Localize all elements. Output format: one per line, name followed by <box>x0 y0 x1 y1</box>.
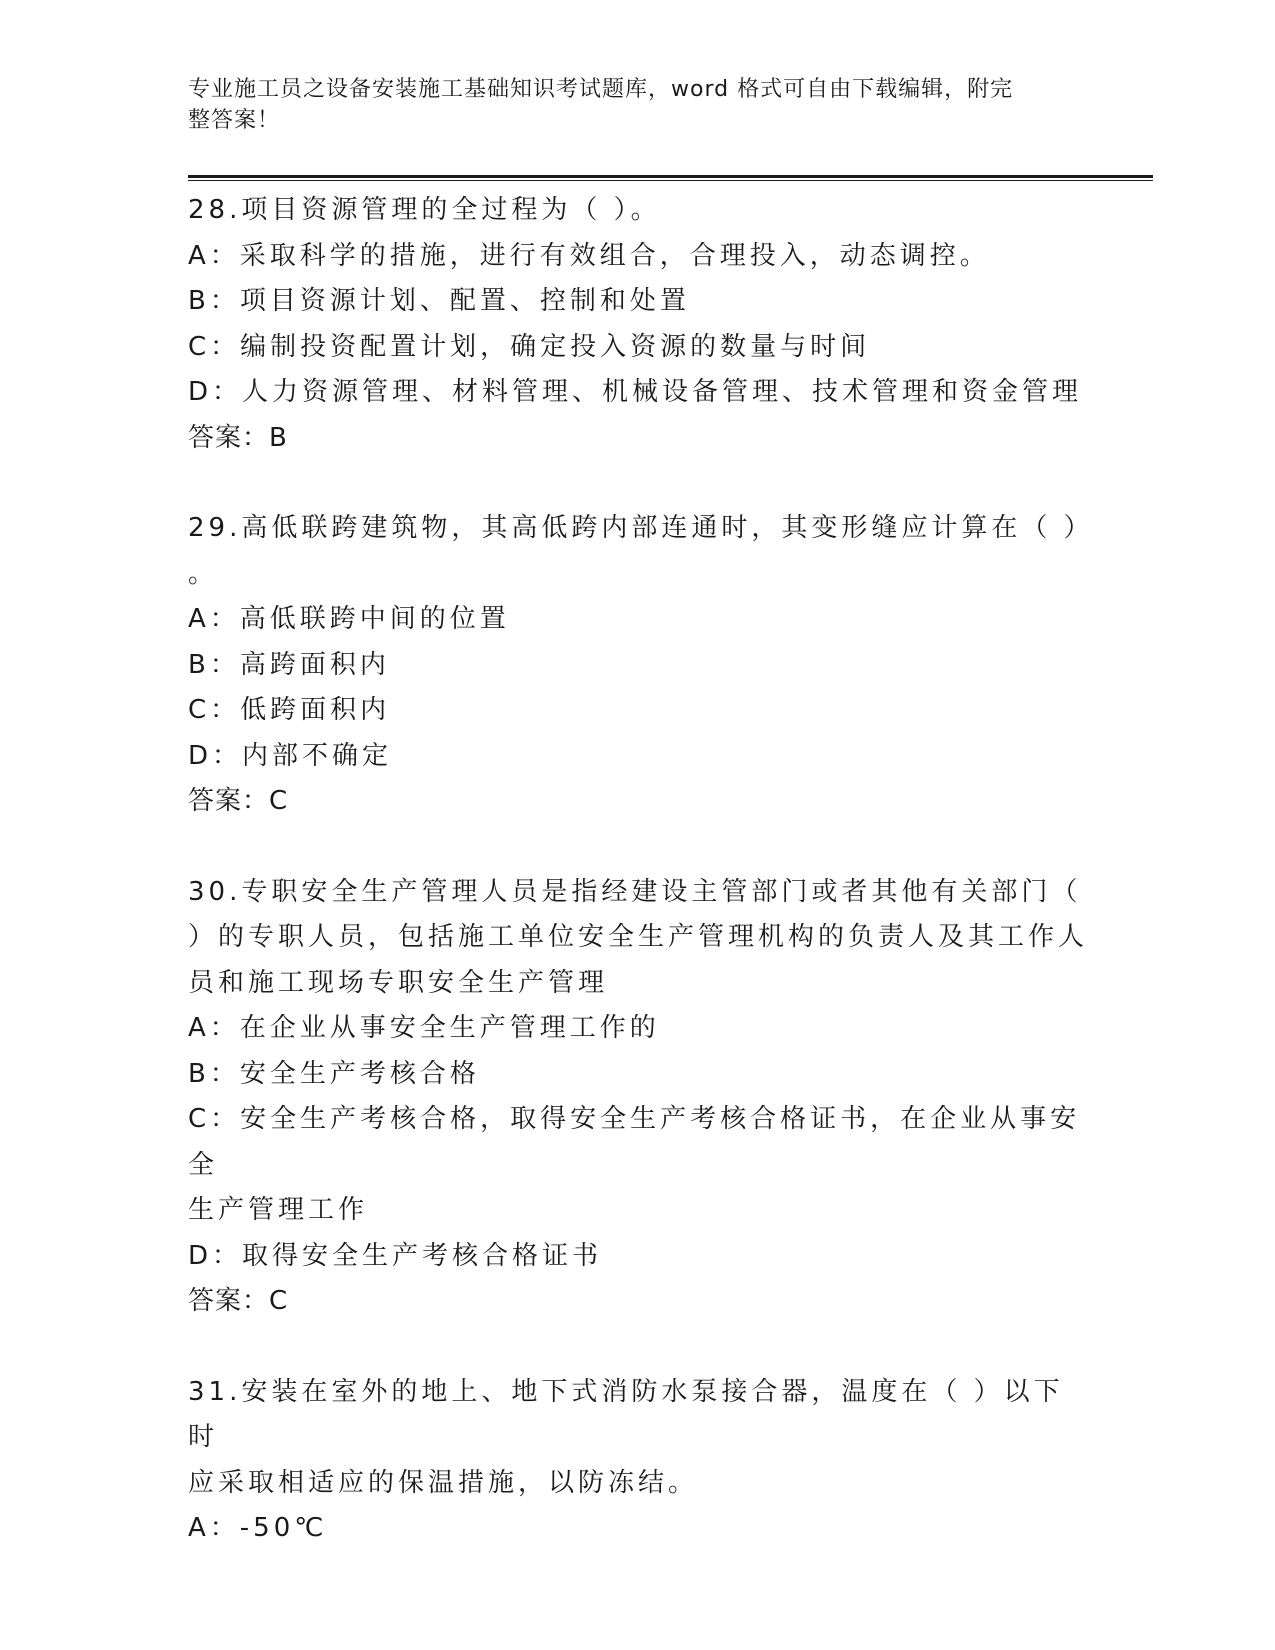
question-stem-continued: 应采取相适应的保温措施，以防冻结。 <box>188 1467 699 1498</box>
option-a: A：采取科学的措施，进行有效组合，合理投入，动态调控。 <box>188 240 990 271</box>
option-c: C：低跨面积内 <box>188 695 391 725</box>
option-d: D：取得安全生产考核合格证书 <box>188 1240 603 1271</box>
header-divider-thick <box>188 175 1153 178</box>
spacer <box>188 825 1088 870</box>
answer: 答案：C <box>188 786 289 816</box>
option-c: C：安全生产考核合格，取得安全生产考核合格证书，在企业从事安全 <box>188 1104 1081 1180</box>
question-31 <box>188 1370 1088 1552</box>
document-header <box>188 74 1068 136</box>
option-d: D：人力资源管理、材料管理、机械设备管理、技术管理和资金管理 <box>188 377 1083 407</box>
option-d: D：内部不确定 <box>188 740 393 771</box>
question-stem: 28.项目资源管理的全过程为（ ）。 <box>188 195 661 225</box>
option-b: B：安全生产考核合格 <box>188 1058 480 1089</box>
question-30 <box>188 870 1088 1325</box>
option-b: B：高跨面积内 <box>188 649 390 680</box>
header-divider-thin <box>188 180 1153 181</box>
option-c: C：编制投资配置计划，确定投入资源的数量与时间 <box>188 331 871 362</box>
question-list <box>188 188 1094 1552</box>
answer: 答案：C <box>188 1286 289 1316</box>
spacer <box>188 461 1088 506</box>
header-title-line-1: 专业施工员之设备安装施工基础知识考试题库，word 格式可自由下载编辑，附完 <box>188 77 1014 102</box>
question-stem: 30.专职安全生产管理人员是指经建设主管部门或者其他有关部门（ <box>188 876 1082 907</box>
question-28 <box>188 188 1088 461</box>
question-stem: 29.高低联跨建筑物，其高低跨内部连通时，其变形缝应计算在（ ） <box>188 513 1094 543</box>
question-29 <box>188 506 1094 825</box>
option-a: A：高低联跨中间的位置 <box>188 604 510 634</box>
option-b: B：项目资源计划、配置、控制和处置 <box>188 286 690 316</box>
question-stem-continued: 员和施工现场专职安全生产管理 <box>188 967 609 998</box>
question-stem-continued: 。 <box>188 558 219 589</box>
spacer <box>188 1325 1088 1370</box>
option-c-continued: 生产管理工作 <box>188 1195 369 1225</box>
header-title-line-2: 整答案！ <box>188 108 281 133</box>
option-a: A：在企业从事安全生产管理工作的 <box>188 1013 660 1043</box>
question-stem-continued: ）的专职人员，包括施工单位安全生产管理机构的负责人及其工作人 <box>188 922 1089 952</box>
question-stem: 31.安装在室外的地上、地下式消防水泵接合器，温度在（ ）以下时 <box>188 1376 1064 1452</box>
answer: 答案：B <box>188 422 288 453</box>
option-a: A：-50℃ <box>188 1513 328 1543</box>
